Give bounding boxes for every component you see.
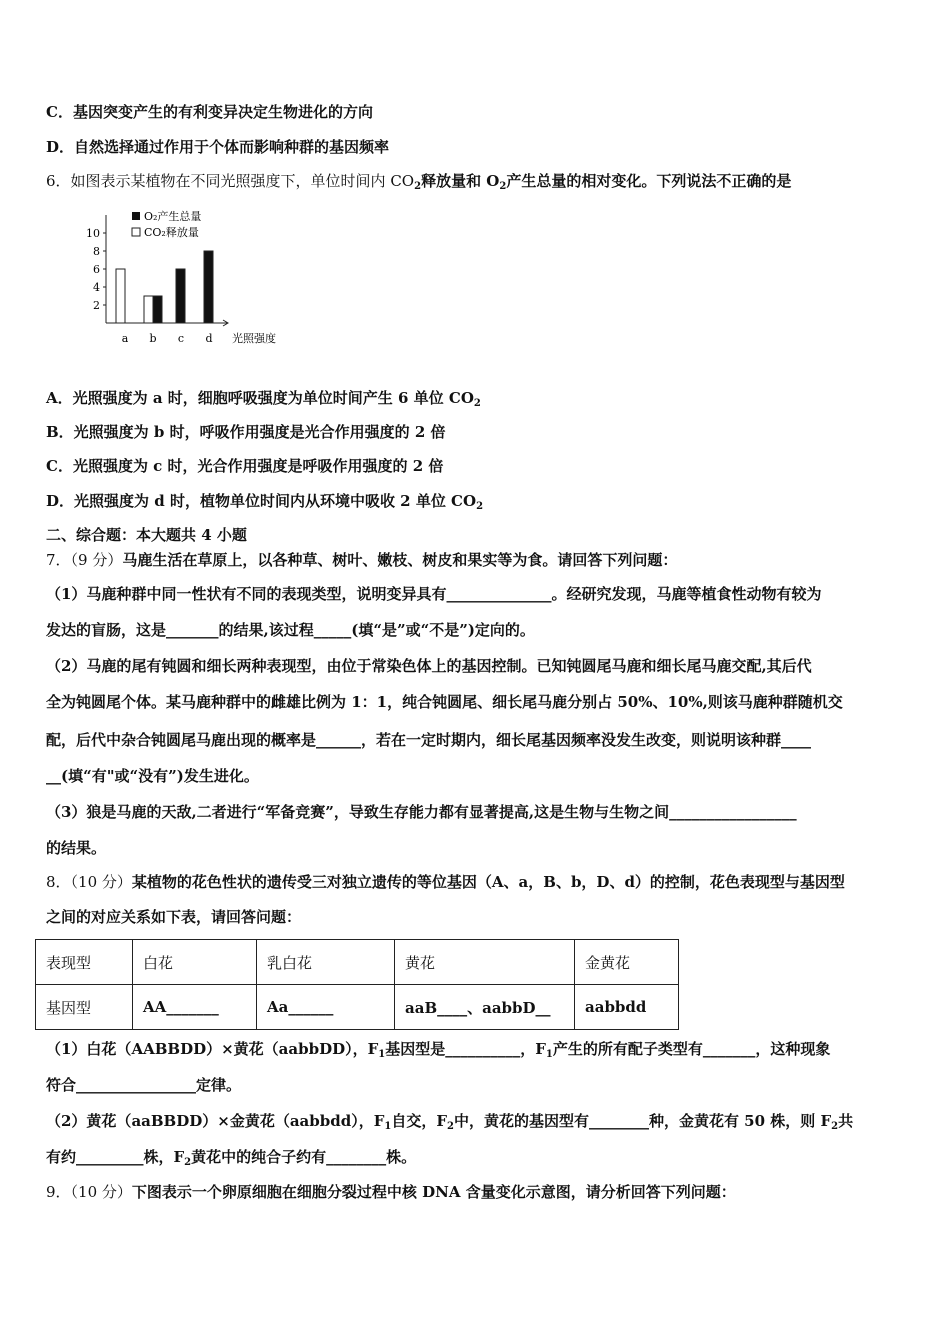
bar-b-series-0 [153, 296, 162, 323]
bar-c-series-0 [176, 269, 185, 323]
legend-swatch-o2 [132, 212, 140, 220]
table-cell: aabbdd [575, 985, 679, 1030]
q7-part2-line4: __(填“有"或“没有”)发生进化。 [46, 767, 259, 785]
q7-part3-line2: 的结果。 [46, 839, 107, 857]
table-cell: 金黄花 [575, 940, 679, 985]
q8-part2-line2: 有约_________株，$F_2$黄花中的纯合子约有________株。 [46, 1148, 417, 1168]
q7-part2-line2: 全为钝圆尾个体。某马鹿种群中的雌雄比例为 1：1，纯合钝圆尾、细长尾马鹿分别占 50%、10%,则该马鹿种群随机交 [46, 693, 843, 711]
x-category-label: a [121, 332, 129, 345]
table-cell: 表现型 [36, 940, 133, 985]
question-8-stem: 8．（10 分）某植物的花色性状的遗传受三对独立遗传的等位基因（A、a，B、b，D、d）的控制，花色表现型与基因型 [46, 873, 845, 891]
option-6c: C．光照强度为 c 时，光合作用强度是呼吸作用强度的 2 倍 [46, 457, 444, 475]
option-6a: A．光照强度为 a 时，细胞呼吸强度为单位时间产生 6 单位 $CO_2$ [46, 389, 481, 409]
y-tick-label: 2 [93, 299, 100, 312]
table-cell: 黄花 [395, 940, 575, 985]
table-cell: AA_______ [133, 985, 257, 1030]
table-cell: 乳白花 [257, 940, 395, 985]
y-tick-label: 6 [93, 263, 100, 276]
x-category-label: c [177, 332, 185, 345]
bar-b-series-1 [144, 296, 153, 323]
q7-part3-line1: （3）狼是马鹿的天敌,二者进行“军备竞赛”，导致生存能力都有显著提高,这是生物与生物之间_________________ [46, 803, 797, 821]
option-6d: D．光照强度为 d 时，植物单位时间内从环境中吸收 2 单位 $CO_2$ [46, 492, 484, 512]
legend-label-co2: CO₂释放量 [144, 226, 199, 239]
table-row [36, 940, 679, 985]
q8-part1-line2: 符合________________定律。 [46, 1076, 242, 1094]
bar-chart [80, 203, 280, 353]
q7-part1-line2: 发达的盲肠，这是_______的结果,该过程_____(填“是”或“不是”)定向的。 [46, 621, 535, 639]
question-7-stem: 7．（9 分）马鹿生活在草原上，以各种草、树叶、嫩枝、树皮和果实等为食。请回答下列问题： [46, 551, 678, 569]
question-8-stem-2: 之间的对应关系如下表，请回答问题： [46, 908, 302, 926]
table-cell: 基因型 [36, 985, 133, 1030]
x-category-label: b [149, 332, 157, 345]
table-row [36, 985, 679, 1030]
legend-label-o2: O₂产生总量 [144, 210, 202, 223]
table-cell: 白花 [133, 940, 257, 985]
bar-d-series-0 [204, 251, 213, 323]
q7-part2-line1: （2）马鹿的尾有钝圆和细长两种表现型，由位于常染色体上的基因控制。已知钝圆尾马鹿和细长尾马鹿交配,其后代 [46, 657, 812, 675]
bar-a-series-1 [116, 269, 125, 323]
y-tick-label: 8 [93, 245, 100, 258]
question-9-stem: 9．（10 分）下图表示一个卵原细胞在细胞分裂过程中核 DNA 含量变化示意图，请分析回答下列问题： [46, 1183, 736, 1201]
q8-part1-line1: （1）白花（AABBDD）×黄花（aabbDD），$F_1$基因型是__________，$F_1$产生的所有配子类型有_______，这种现象 [46, 1040, 831, 1060]
option-c: C．基因突变产生的有利变异决定生物进化的方向 [46, 103, 373, 121]
y-tick-label: 10 [86, 227, 100, 240]
section-2-heading: 二、综合题：本大题共 4 小题 [46, 526, 247, 544]
q7-part2-line3: 配，后代中杂合钝圆尾马鹿出现的概率是______，若在一定时期内，细长尾基因频率没发生改变，则说明该种群____ [46, 731, 812, 749]
table-cell: Aa______ [257, 985, 395, 1030]
genotype-table [35, 939, 679, 1030]
q7-part1-line1: （1）马鹿种群中同一性状有不同的表现类型，说明变异具有______________。经研究发现，马鹿等植食性动物有较为 [46, 585, 822, 603]
y-tick-label: 4 [93, 281, 100, 294]
option-d: D．自然选择通过作用于个体而影响种群的基因频率 [46, 138, 390, 156]
x-category-label: d [205, 332, 213, 345]
question-6-stem: 6．如图表示某植物在不同光照强度下，单位时间内 $CO_2$释放量和 $O_2$产生总量的相对变化。下列说法不正确的是 [46, 172, 792, 192]
x-axis-label: 光照强度 [232, 332, 276, 345]
q8-part2-line1: （2）黄花（aaBBDD）×金黄花（aabbdd），$F_1$自交，$F_2$中，黄花的基因型有________种，金黄花有 50 株，则 $F_2$共 [46, 1112, 854, 1132]
option-6b: B．光照强度为 b 时，呼吸作用强度是光合作用强度的 2 倍 [46, 423, 446, 441]
table-cell: aaB____、aabbD__ [395, 985, 575, 1030]
legend-swatch-co2 [132, 228, 140, 236]
